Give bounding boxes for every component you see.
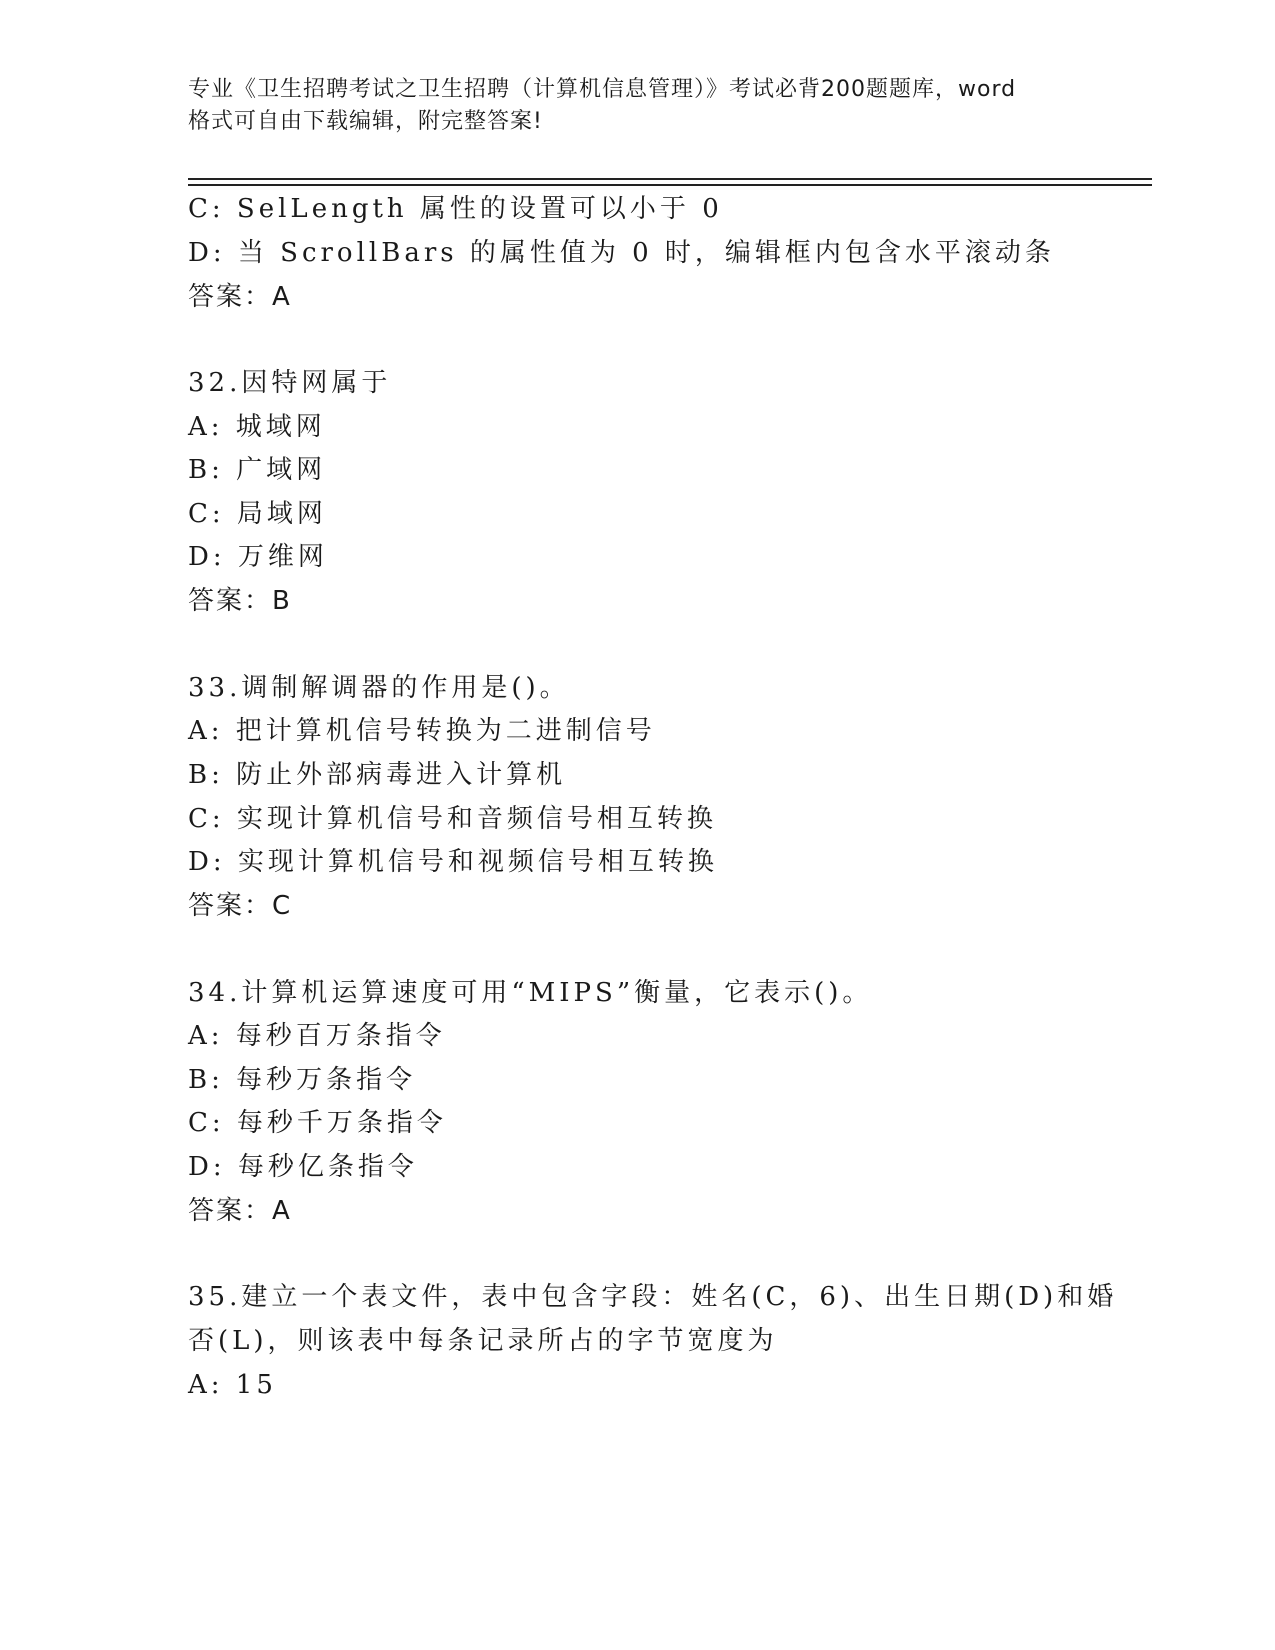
header-line-1: 专业《卫生招聘考试之卫生招聘（计算机信息管理）》考试必背200题题库，word [188, 77, 1017, 102]
q32-answer: 答案：B [188, 586, 292, 616]
q34-stem: 34.计算机运算速度可用“MIPS”衡量，它表示()。 [188, 978, 873, 1008]
q33-stem: 33.调制解调器的作用是()。 [188, 673, 570, 703]
q32-stem: 32.因特网属于 [188, 368, 392, 398]
q34-option-d: D: 每秒亿条指令 [188, 1152, 418, 1182]
q32-option-c: C: 局域网 [188, 499, 327, 529]
q31-option-c: C: SelLength 属性的设置可以小于 0 [188, 194, 723, 224]
q31-option-d: D: 当 ScrollBars 的属性值为 0 时，编辑框内包含水平滚动条 [188, 238, 1055, 268]
q33-answer: 答案：C [188, 891, 293, 921]
q33-option-b: B: 防止外部病毒进入计算机 [188, 760, 567, 790]
header-divider-bottom [188, 184, 1152, 186]
q34-answer: 答案：A [188, 1196, 292, 1226]
q34-option-a: A: 每秒百万条指令 [188, 1021, 446, 1051]
q35-option-a: A: 15 [188, 1370, 277, 1400]
q33-option-a: A: 把计算机信号转换为二进制信号 [188, 716, 656, 746]
q31-answer: 答案：A [188, 282, 292, 312]
header-divider-top [188, 178, 1152, 180]
q35-stem-line-1: 35.建立一个表文件，表中包含字段：姓名(C，6)、出生日期(D)和婚 [188, 1282, 1118, 1312]
header-line-2: 格式可自由下载编辑，附完整答案! [188, 109, 543, 134]
q34-option-c: C: 每秒千万条指令 [188, 1108, 447, 1138]
q32-option-d: D: 万维网 [188, 542, 328, 572]
document-header [188, 74, 1088, 138]
q33-option-c: C: 实现计算机信号和音频信号相互转换 [188, 804, 717, 834]
q33-option-d: D: 实现计算机信号和视频信号相互转换 [188, 847, 718, 877]
q35-stem-line-2: 否(L)，则该表中每条记录所占的字节宽度为 [188, 1326, 778, 1356]
q34-option-b: B: 每秒万条指令 [188, 1065, 417, 1095]
q32-option-a: A: 城域网 [188, 412, 326, 442]
q32-option-b: B: 广域网 [188, 455, 327, 485]
